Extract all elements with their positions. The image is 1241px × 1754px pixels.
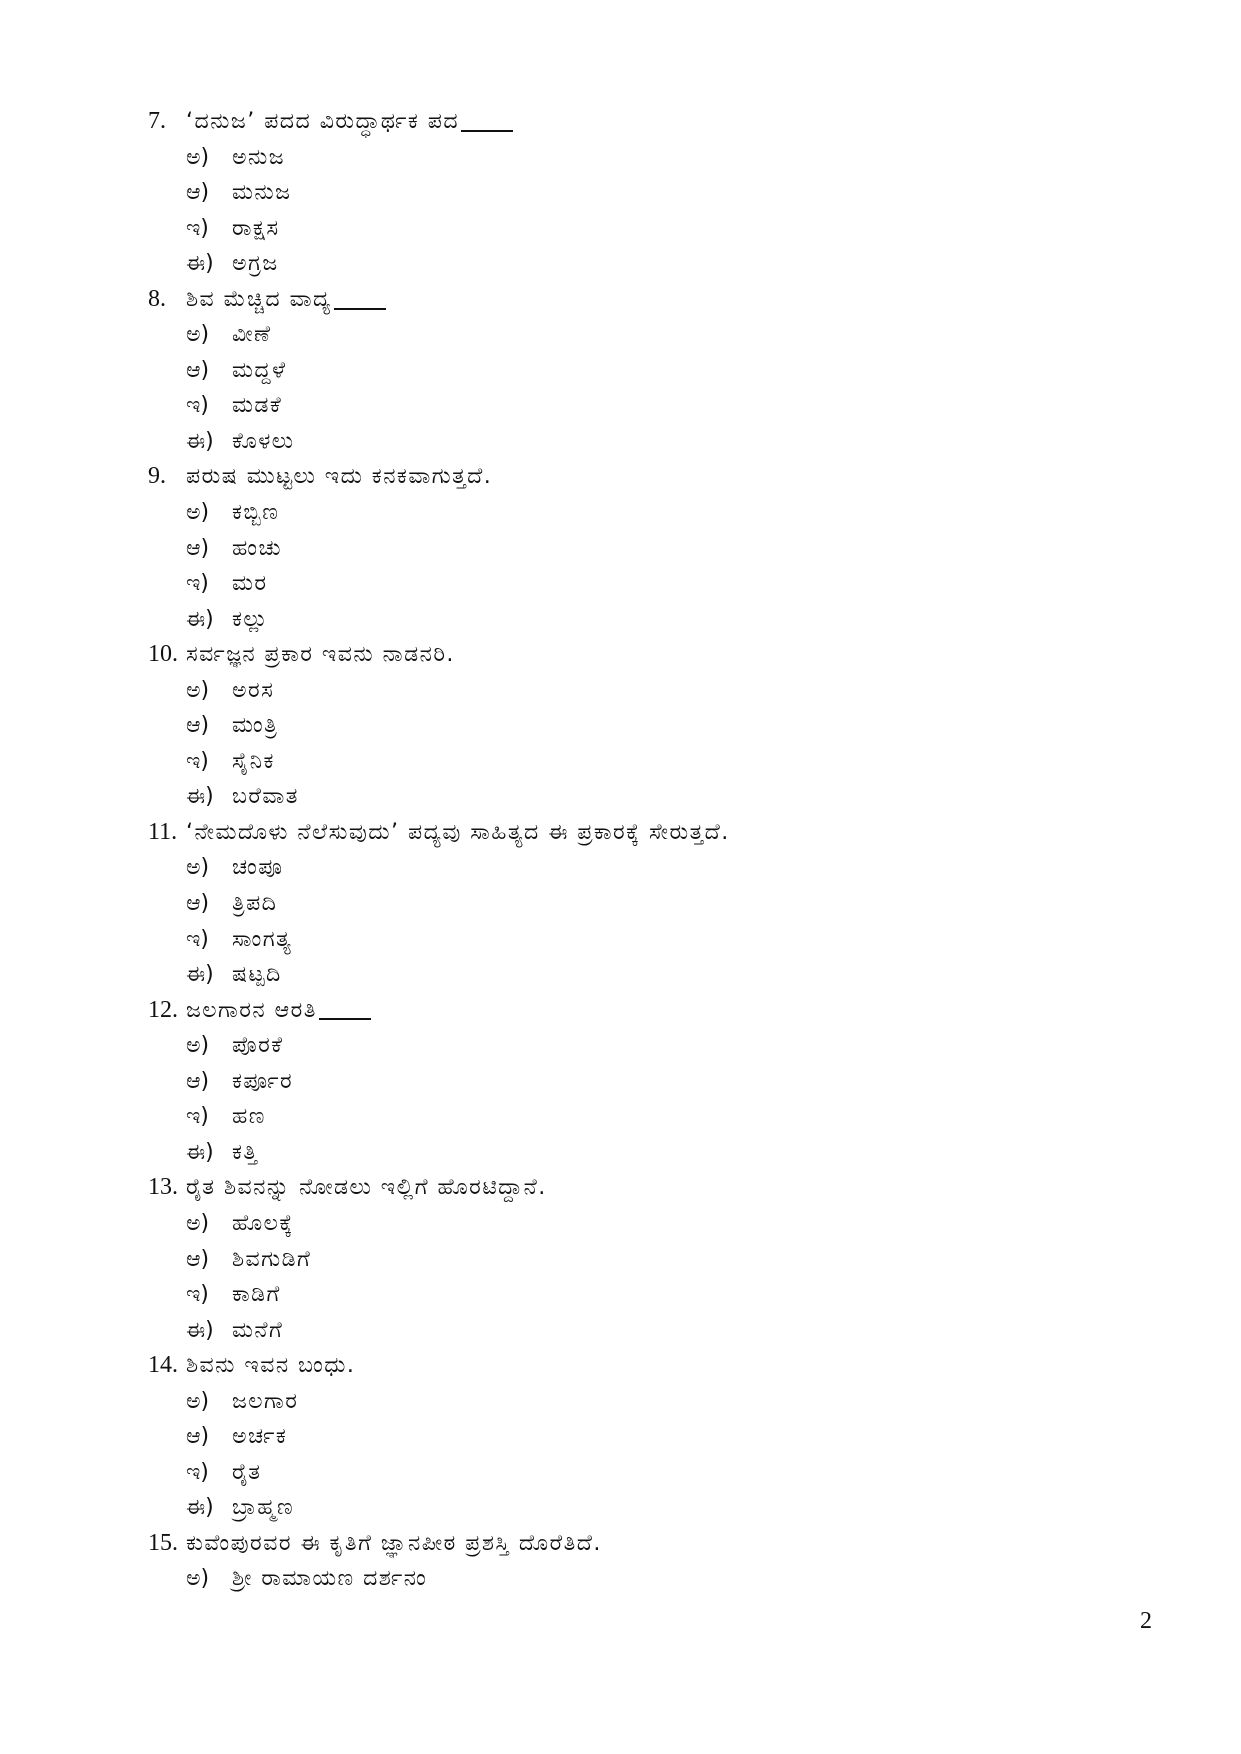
option-label: ಈ): [186, 784, 214, 810]
question-text: ರೈತ ಶಿವನನ್ನು ನೋಡಲು ಇಲ್ಲಿಗೆ ಹೊರಟಿದ್ದಾನೆ.: [186, 1175, 547, 1201]
question-number: 11.: [148, 818, 178, 845]
option-text: ತ್ರಿಪದಿ: [232, 891, 278, 917]
option-label: ಇ): [186, 1104, 209, 1130]
option-text: ಬರೆವಾತ: [232, 784, 299, 810]
question: [148, 282, 1148, 318]
question-text: ‘ದನುಜ’ ಪದದ ವಿರುದ್ಧಾರ್ಥಕ ಪದ: [186, 109, 460, 134]
question: [148, 1526, 1148, 1562]
question-text: ಸರ್ವಜ್ಞನ ಪ್ರಕಾರ ಇವನು ನಾಡನರಿ.: [186, 642, 455, 668]
question-list: [148, 104, 1148, 1597]
option: [148, 957, 1148, 993]
option: [148, 779, 1148, 815]
question-text: ‘ನೇಮದೊಳು ನೆಲೆಸುವುದು’ ಪದ್ಯವು ಸಾಹಿತ್ಯದ ಈ ಪ್ರಕಾರಕ್ಕೆ ಸೇರುತ್ತದೆ.: [186, 819, 730, 845]
option-label: ಇ): [186, 1459, 209, 1485]
option: [148, 1099, 1148, 1135]
option-text: ಸಾಂಗತ್ಯ: [232, 926, 293, 952]
question-text: ಕುವೆಂಪುರವರ ಈ ಕೃತಿಗೆ ಜ್ಞಾನಪೀಠ ಪ್ರಶಸ್ತಿ ದೊರೆತಿದೆ.: [186, 1530, 602, 1556]
option-text: ಪೊರಕೆ: [232, 1033, 284, 1059]
option-text: ಮರ: [232, 571, 268, 597]
option-label: ಅ): [186, 677, 210, 703]
option-label: ಆ): [186, 357, 210, 383]
option-text: ಅನುಜ: [232, 144, 286, 170]
question: [148, 1348, 1148, 1384]
option-text: ಅರಸ: [232, 677, 275, 703]
page-number: 2: [1140, 1608, 1152, 1634]
option-label: ಇ): [186, 926, 209, 952]
option: [148, 602, 1148, 638]
option-label: ಈ): [186, 428, 214, 454]
option-text: ಚಂಪೂ: [232, 855, 284, 881]
option: [148, 1455, 1148, 1491]
question-number: 7.: [148, 108, 166, 134]
option: [148, 246, 1148, 282]
question-number: 13.: [148, 1174, 178, 1201]
option: [148, 353, 1148, 389]
option: [148, 1419, 1148, 1455]
option: [148, 1490, 1148, 1526]
option-label: ಇ): [186, 215, 209, 241]
option-text: ರಾಕ್ಷಸ: [232, 215, 280, 241]
question-text: ಜಲಗಾರನ ಆರತಿ: [186, 997, 317, 1023]
option: [148, 211, 1148, 247]
option: [148, 744, 1148, 780]
option-label: ಆ): [186, 1246, 210, 1272]
option-label: ಈ): [186, 962, 214, 988]
option-text: ವೀಣೆ: [232, 322, 272, 348]
option-text: ಷಟ್ಪದಿ: [232, 962, 282, 988]
question: [148, 815, 1148, 851]
option-text: ಮಂತ್ರಿ: [232, 713, 279, 739]
option: [148, 317, 1148, 353]
option-label: ಈ): [186, 1317, 214, 1343]
option: [148, 1242, 1148, 1278]
option-text: ಕತ್ತಿ: [232, 1139, 259, 1165]
option: [148, 175, 1148, 211]
option-label: ಈ): [186, 1495, 214, 1521]
option: [148, 495, 1148, 531]
option: [148, 850, 1148, 886]
option: [148, 566, 1148, 602]
option-label: ಅ): [186, 1033, 210, 1059]
option-label: ಅ): [186, 144, 210, 170]
option-text: ಅರ್ಚಕ: [232, 1424, 288, 1450]
question-text: ಪರುಷ ಮುಟ್ಟಲು ಇದು ಕನಕವಾಗುತ್ತದೆ.: [186, 464, 493, 490]
question-number: 8.: [148, 285, 166, 312]
option-label: ಅ): [186, 322, 210, 348]
option-text: ರೈತ: [232, 1459, 262, 1485]
question-number: 10.: [148, 641, 178, 668]
option: [148, 388, 1148, 424]
option: [148, 424, 1148, 460]
option-label: ಅ): [186, 1388, 210, 1414]
option: [148, 922, 1148, 958]
option: [148, 1277, 1148, 1313]
option-text: ಜಲಗಾರ: [232, 1388, 299, 1414]
option-text: ಹೊಲಕ್ಕೆ: [232, 1210, 294, 1236]
option-text: ಅಗ್ರಜ: [232, 251, 279, 277]
option: [148, 708, 1148, 744]
option-text: ಹಂಚು: [232, 535, 283, 561]
option-text: ಮನೆಗೆ: [232, 1317, 284, 1343]
option: [148, 1561, 1148, 1597]
option-label: ಇ): [186, 1282, 209, 1308]
answer-blank: [319, 1000, 371, 1020]
option-label: ಇ): [186, 571, 209, 597]
question-number: 15.: [148, 1529, 178, 1556]
option-label: ಈ): [186, 1139, 214, 1165]
question-number: 14.: [148, 1352, 178, 1379]
option-label: ಅ): [186, 1566, 210, 1592]
question: [148, 459, 1148, 495]
answer-blank: [334, 290, 386, 310]
option-text: ಸೈನಿಕ: [232, 748, 275, 774]
option-label: ಈ): [186, 606, 214, 632]
question: [148, 993, 1148, 1029]
option-text: ಕಬ್ಬಿಣ: [232, 500, 280, 526]
option: [148, 1206, 1148, 1242]
option-label: ಅ): [186, 855, 210, 881]
question-text: ಶಿವ ಮೆಚ್ಚಿದ ವಾದ್ಯ: [186, 286, 332, 312]
option-label: ಅ): [186, 500, 210, 526]
option: [148, 673, 1148, 709]
answer-blank: [461, 112, 513, 132]
option-label: ಆ): [186, 180, 210, 206]
option: [148, 1384, 1148, 1420]
option: [148, 531, 1148, 567]
question-text: ಶಿವನು ಇವನ ಬಂಧು.: [186, 1353, 356, 1379]
option-text: ಕಾಡಿಗೆ: [232, 1282, 281, 1308]
option: [148, 1313, 1148, 1349]
option-label: ಆ): [186, 1424, 210, 1450]
option: [148, 1135, 1148, 1171]
option: [148, 1064, 1148, 1100]
option-text: ಬ್ರಾಹ್ಮಣ: [232, 1495, 295, 1521]
option-label: ಆ): [186, 1068, 210, 1094]
option-label: ಆ): [186, 535, 210, 561]
option-label: ಆ): [186, 891, 210, 917]
option-label: ಆ): [186, 713, 210, 739]
question: [148, 104, 1148, 140]
question-number: 9.: [148, 463, 166, 490]
option-text: ಹಣ: [232, 1104, 266, 1130]
option-text: ಮದ್ದಳೆ: [232, 357, 287, 383]
option-text: ಮಡಕೆ: [232, 393, 283, 419]
option-text: ಕಲ್ಲು: [232, 606, 269, 632]
option: [148, 886, 1148, 922]
option-label: ಅ): [186, 1210, 210, 1236]
option-text: ಕೊಳಲು: [232, 428, 295, 454]
option: [148, 1028, 1148, 1064]
option-text: ಶ್ರೀ ರಾಮಾಯಣ ದರ್ಶನಂ: [232, 1566, 428, 1592]
option-text: ಕರ್ಪೂರ: [232, 1068, 294, 1094]
option-label: ಈ): [186, 251, 214, 277]
question: [148, 637, 1148, 673]
option-label: ಇ): [186, 393, 209, 419]
option: [148, 140, 1148, 176]
option-text: ಮನುಜ: [232, 180, 292, 206]
question: [148, 1170, 1148, 1206]
option-text: ಶಿವಗುಡಿಗೆ: [232, 1246, 312, 1272]
option-label: ಇ): [186, 748, 209, 774]
question-number: 12.: [148, 996, 178, 1023]
